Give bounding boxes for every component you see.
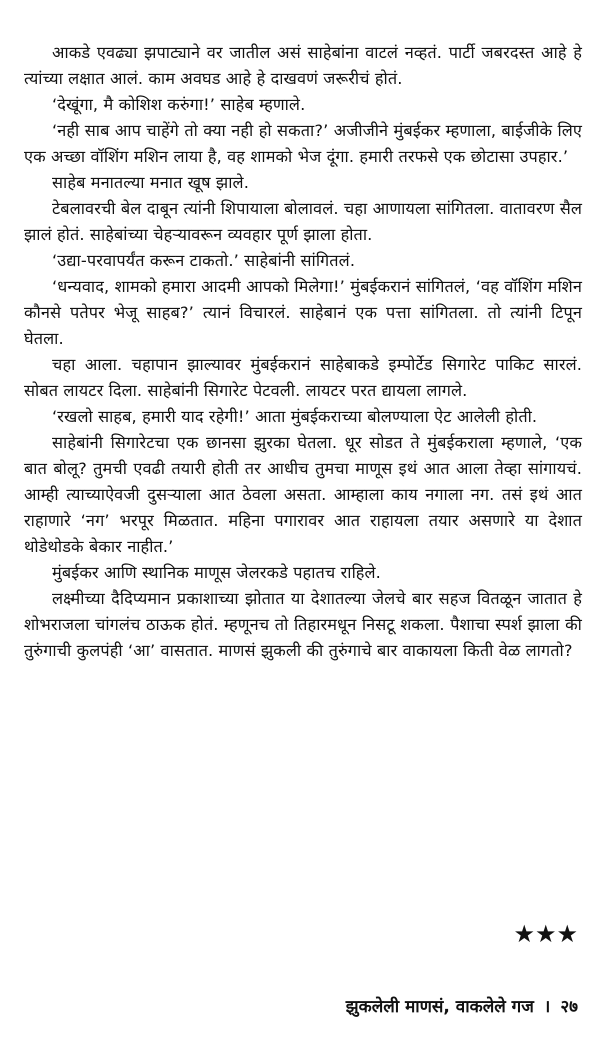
paragraph: ‘रखलो साहब, हमारी याद रहेगी!’ आता मुंबईकराच्या बोलण्याला ऐट आलेली होती. — [52, 407, 538, 426]
paragraph: टेबलावरची बेल दाबून त्यांनी शिपायाला बोलावलं. चहा आणायला सांगितला. वातावरण सैल झालं होतं. साहेबांच्या चेहऱ्यावरून व्यवहार पूर्ण झाला होता. — [24, 199, 582, 244]
paragraph: ‘देखूंगा, मै कोशिश करुंगा!’ साहेब म्हणाले. — [52, 95, 306, 114]
section-break-stars: ★★★ — [513, 920, 578, 948]
paragraph: ‘उद्या-परवापर्यंत करून टाकतो.’ साहेबांनी सांगितलं. — [52, 251, 356, 270]
page-footer — [346, 994, 578, 1017]
paragraph: चहा आला. चहापान झाल्यावर मुंबईकरानं साहेबाकडे इम्पोर्टेड सिगारेट पाकिट सारलं. सोबत लायटर दिला. साहेबांनी सिगारेट पेटवली. लायटर परत द्यायला लागले. — [24, 355, 582, 400]
paragraph: साहेब मनातल्या मनात खूष झाले. — [52, 173, 249, 192]
footer-separator: । — [543, 997, 551, 1017]
paragraph: लक्ष्मीच्या दैदिप्यमान प्रकाशाच्या झोतात या देशातल्या जेलचे बार सहज वितळून जातात हे शोभराजला चांगलंच ठाऊक होतं. म्हणूनच तो तिहारमधून निसटू शकला. पैशाचा स्पर्श झाला की तुरुंगाची कुलपंही ‘आ’ वासतात. माणसं झुकली की तुरुंगाचे बार वाकायला किती वेळ लागतो? — [24, 589, 582, 660]
paragraph: ‘नही साब आप चाहेंगे तो क्या नही हो सकता?’ अजीजीने मुंबईकर म्हणाला, बाईजीके लिए एक अच्छा वॉशिंग मशिन लाया है, वह शामको भेज दूंगा. हमारी तरफसे एक छोटासा उपहार.’ — [24, 121, 582, 166]
paragraph: मुंबईकर आणि स्थानिक माणूस जेलरकडे पहातच राहिले. — [52, 563, 381, 582]
paragraph: साहेबांनी सिगारेटचा एक छानसा झुरका घेतला. धूर सोडत ते मुंबईकराला म्हणाले, ‘एक बात बोलू? तुमची एवढी तयारी होती तर आधीच तुमचा माणूस इथं आत आला तेव्हा सांगायचं. आम्ही त्याच्याऐवजी दुसऱ्याला आत ठेवला असता. आम्हाला काय नगाला नग. तसं इथं आत राहाणारे ‘नग’ भरपूर मिळतात. महिना पगारावर आत राहायला तयार असणारे या देशात थोडेथोडके बेकार नाहीत.’ — [24, 433, 582, 556]
paragraph: ‘धन्यवाद, शामको हमारा आदमी आपको मिलेगा!’ मुंबईकरानं सांगितलं, ‘वह वॉशिंग मशिन कौनसे पतेपर भेजू साहब?’ त्यानं विचारलं. साहेबानं एक पत्ता सांगितला. तो त्यांनी टिपून घेतला. — [24, 277, 582, 348]
paragraph: आकडे एवढ्या झपाट्याने वर जातील असं साहेबांना वाटलं नव्हतं. पार्टी जबरदस्त आहे हे त्यांच्या लक्षात आलं. काम अवघड आहे हे दाखवणं जरूरीचं होतं. — [24, 43, 582, 88]
book-title: झुकलेली माणसं, वाकलेले गज — [345, 997, 534, 1017]
chapter-text — [24, 40, 582, 664]
page-number: २७ — [560, 997, 578, 1017]
